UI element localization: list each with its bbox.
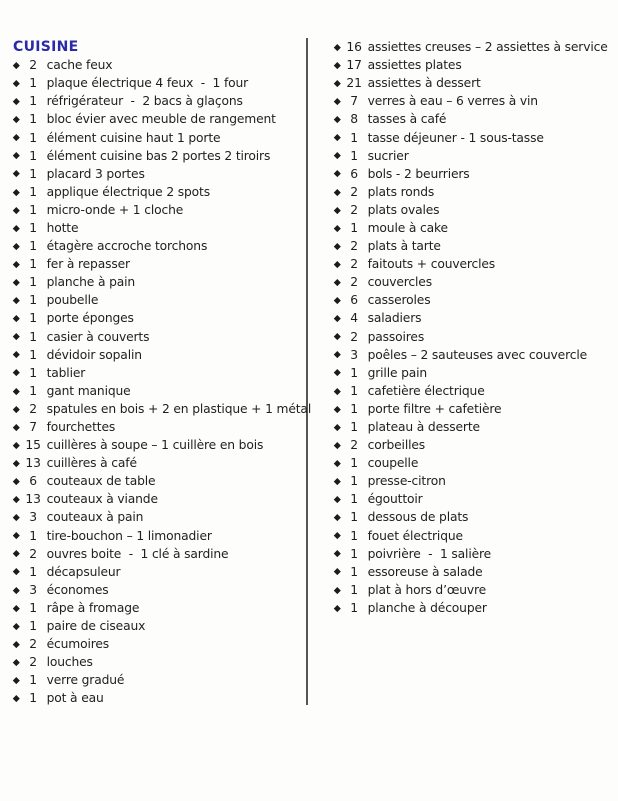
bullet-diamond-icon (13, 315, 19, 321)
item-label: égouttoir (367, 492, 423, 507)
item-label: assiettes creuses – 2 assiettes à service (367, 40, 608, 55)
item-label: bols - 2 beurriers (367, 166, 470, 181)
item-label: micro-onde + 1 cloche (46, 202, 184, 217)
bullet-diamond-icon (334, 550, 340, 556)
bullet-diamond-icon (13, 460, 19, 466)
item-quantity: 1 (350, 220, 358, 235)
list-item (334, 508, 616, 526)
bullet-diamond-icon (334, 261, 340, 267)
bullet-diamond-icon (13, 297, 19, 303)
bullet-diamond-icon (334, 406, 340, 412)
bullet-diamond-icon (334, 225, 340, 231)
item-quantity: 2 (350, 275, 358, 290)
item-quantity: 1 (350, 130, 358, 145)
list-item (13, 128, 303, 146)
list-item (13, 309, 303, 327)
item-quantity: 1 (29, 528, 37, 543)
bullet-diamond-icon (334, 369, 340, 375)
list-item (334, 92, 616, 110)
item-quantity: 2 (350, 257, 358, 272)
item-label: casier à couverts (46, 329, 150, 344)
item-label: élément cuisine bas 2 portes 2 tiroirs (46, 148, 271, 163)
item-quantity: 1 (350, 456, 358, 471)
item-quantity: 7 (350, 94, 358, 109)
bullet-diamond-icon (334, 605, 340, 611)
list-item (13, 689, 303, 707)
bullet-diamond-icon (334, 351, 340, 357)
item-quantity: 6 (29, 474, 37, 489)
item-quantity: 16 (346, 40, 362, 55)
item-quantity: 6 (350, 166, 358, 181)
bullet-diamond-icon (13, 623, 19, 629)
item-quantity: 1 (29, 619, 37, 634)
item-quantity: 17 (346, 58, 362, 73)
list-item (13, 237, 303, 255)
bullet-diamond-icon (334, 424, 340, 430)
list-item (334, 147, 616, 165)
item-label: grille pain (367, 365, 428, 380)
item-quantity: 1 (350, 383, 358, 398)
list-item (13, 527, 303, 545)
item-label: verres à eau – 6 verres à vin (367, 94, 538, 109)
item-label: plats ronds (367, 184, 435, 199)
item-label: assiettes à dessert (367, 76, 481, 91)
item-label: écumoires (46, 637, 110, 652)
list-item (334, 346, 616, 364)
bullet-diamond-icon (13, 80, 19, 86)
bullet-diamond-icon (334, 315, 340, 321)
item-label: hotte (46, 220, 79, 235)
list-item (334, 219, 616, 237)
item-quantity: 1 (29, 202, 37, 217)
list-item (334, 56, 616, 74)
list-item (334, 490, 616, 508)
list-item (334, 128, 616, 146)
list-item (13, 201, 303, 219)
list-item (13, 671, 303, 689)
list-item (334, 201, 616, 219)
item-label: verre gradué (46, 673, 125, 688)
item-label: paire de ciseaux (46, 619, 146, 634)
list-item (334, 165, 616, 183)
item-quantity: 4 (350, 311, 358, 326)
list-item (13, 617, 303, 635)
bullet-diamond-icon (13, 424, 19, 430)
item-quantity: 1 (29, 311, 37, 326)
list-item (13, 454, 303, 472)
list-item (13, 653, 303, 671)
item-quantity: 1 (29, 94, 37, 109)
list-item (334, 527, 616, 545)
bullet-diamond-icon (334, 152, 340, 158)
item-quantity: 2 (350, 202, 358, 217)
item-label: tire-bouchon – 1 limonadier (46, 528, 212, 543)
bullet-diamond-icon (13, 550, 19, 556)
item-quantity: 2 (29, 401, 37, 416)
item-quantity: 13 (25, 492, 41, 507)
bullet-diamond-icon (13, 369, 19, 375)
item-quantity: 1 (29, 564, 37, 579)
bullet-diamond-icon (13, 152, 19, 158)
list-item (13, 346, 303, 364)
item-label: cache feux (46, 58, 113, 73)
item-label: fourchettes (46, 420, 116, 435)
item-quantity: 2 (350, 329, 358, 344)
item-label: plaque électrique 4 feux - 1 four (46, 76, 249, 91)
bullet-diamond-icon (13, 659, 19, 665)
bullet-diamond-icon (13, 170, 19, 176)
item-label: poubelle (46, 293, 99, 308)
item-label: saladiers (367, 311, 422, 326)
item-label: tasse déjeuner - 1 sous-tasse (367, 130, 544, 145)
item-label: sucrier (367, 148, 409, 163)
list-item (13, 581, 303, 599)
item-label: cuillères à café (46, 456, 137, 471)
bullet-diamond-icon (334, 442, 340, 448)
item-label: étagère accroche torchons (46, 239, 208, 254)
bullet-diamond-icon (13, 134, 19, 140)
item-quantity: 1 (29, 220, 37, 235)
bullet-diamond-icon (13, 514, 19, 520)
list-item (334, 38, 616, 56)
list-item (334, 255, 616, 273)
item-quantity: 1 (350, 365, 358, 380)
list-item (13, 364, 303, 382)
bullet-diamond-icon (334, 116, 340, 122)
list-item (13, 165, 303, 183)
item-quantity: 1 (29, 691, 37, 706)
bullet-diamond-icon (334, 388, 340, 394)
list-item (13, 599, 303, 617)
inventory-list-right (334, 38, 616, 617)
bullet-diamond-icon (334, 170, 340, 176)
bullet-diamond-icon (334, 514, 340, 520)
list-item (13, 92, 303, 110)
list-item (13, 273, 303, 291)
item-quantity: 2 (29, 637, 37, 652)
item-label: dévidoir sopalin (46, 347, 142, 362)
item-quantity: 1 (29, 130, 37, 145)
item-quantity: 1 (29, 275, 37, 290)
bullet-diamond-icon (334, 333, 340, 339)
item-label: couvercles (367, 275, 432, 290)
item-quantity: 1 (29, 673, 37, 688)
item-quantity: 2 (29, 58, 37, 73)
list-item (334, 183, 616, 201)
bullet-diamond-icon (13, 532, 19, 538)
item-label: fer à repasser (46, 257, 130, 272)
bullet-diamond-icon (334, 98, 340, 104)
page-title: CUISINE (13, 39, 79, 55)
list-item (13, 291, 303, 309)
item-quantity: 1 (29, 600, 37, 615)
list-item (13, 563, 303, 581)
list-item (334, 382, 616, 400)
item-quantity: 1 (350, 582, 358, 597)
list-item (334, 545, 616, 563)
bullet-diamond-icon (13, 442, 19, 448)
bullet-diamond-icon (334, 569, 340, 575)
item-quantity: 1 (29, 293, 37, 308)
item-label: moule à cake (367, 220, 448, 235)
list-item (13, 183, 303, 201)
item-label: cuillères à soupe – 1 cuillère en bois (46, 438, 264, 453)
bullet-diamond-icon (334, 189, 340, 195)
bullet-diamond-icon (334, 478, 340, 484)
item-label: râpe à fromage (46, 600, 140, 615)
item-label: décapsuleur (46, 564, 121, 579)
list-item (334, 400, 616, 418)
item-quantity: 6 (350, 293, 358, 308)
item-quantity: 1 (350, 528, 358, 543)
item-quantity: 1 (29, 184, 37, 199)
item-label: économes (46, 582, 109, 597)
item-quantity: 7 (29, 420, 37, 435)
bullet-diamond-icon (334, 279, 340, 285)
column-divider (306, 38, 308, 705)
item-quantity: 1 (29, 383, 37, 398)
list-item (334, 436, 616, 454)
item-label: spatules en bois + 2 en plastique + 1 métal (46, 401, 312, 416)
list-item (334, 599, 616, 617)
item-label: applique électrique 2 spots (46, 184, 210, 199)
item-quantity: 2 (350, 438, 358, 453)
item-label: pot à eau (46, 691, 104, 706)
item-label: couteaux de table (46, 474, 156, 489)
bullet-diamond-icon (334, 496, 340, 502)
item-quantity: 3 (350, 347, 358, 362)
item-label: poêles – 2 sauteuses avec couvercle (367, 347, 588, 362)
list-item (13, 400, 312, 418)
item-label: fouet électrique (367, 528, 463, 543)
item-quantity: 1 (29, 166, 37, 181)
bullet-diamond-icon (13, 351, 19, 357)
item-quantity: 1 (29, 347, 37, 362)
item-quantity: 1 (29, 329, 37, 344)
bullet-diamond-icon (334, 62, 340, 68)
item-quantity: 1 (350, 600, 358, 615)
bullet-diamond-icon (334, 297, 340, 303)
item-label: corbeilles (367, 438, 426, 453)
list-item (13, 74, 303, 92)
bullet-diamond-icon (13, 243, 19, 249)
list-item (334, 110, 616, 128)
item-label: assiettes plates (367, 58, 462, 73)
bullet-diamond-icon (334, 44, 340, 50)
list-item (334, 309, 616, 327)
list-item (334, 74, 616, 92)
bullet-diamond-icon (13, 62, 19, 68)
item-label: casseroles (367, 293, 431, 308)
item-label: presse-citron (367, 474, 446, 489)
list-item (334, 418, 616, 436)
list-item (13, 472, 303, 490)
bullet-diamond-icon (13, 189, 19, 195)
item-label: porte éponges (46, 311, 134, 326)
item-label: élément cuisine haut 1 porte (46, 130, 221, 145)
item-label: couteaux à viande (46, 492, 158, 507)
bullet-diamond-icon (13, 695, 19, 701)
list-item (334, 563, 616, 581)
bullet-diamond-icon (13, 587, 19, 593)
item-quantity: 8 (350, 112, 358, 127)
list-item (13, 490, 303, 508)
list-item (13, 545, 303, 563)
bullet-diamond-icon (13, 279, 19, 285)
item-quantity: 1 (350, 564, 358, 579)
item-label: plats ovales (367, 202, 440, 217)
item-label: passoires (367, 329, 425, 344)
list-item (13, 255, 303, 273)
bullet-diamond-icon (13, 333, 19, 339)
item-quantity: 2 (350, 184, 358, 199)
item-quantity: 1 (29, 239, 37, 254)
item-quantity: 1 (29, 365, 37, 380)
bullet-diamond-icon (334, 587, 340, 593)
item-label: porte filtre + cafetière (367, 401, 502, 416)
item-quantity: 1 (29, 257, 37, 272)
bullet-diamond-icon (13, 496, 19, 502)
list-item (334, 581, 616, 599)
list-item (13, 436, 303, 454)
item-quantity: 2 (29, 546, 37, 561)
bullet-diamond-icon (13, 605, 19, 611)
bullet-diamond-icon (13, 388, 19, 394)
bullet-diamond-icon (13, 478, 19, 484)
bullet-diamond-icon (334, 80, 340, 86)
item-quantity: 3 (29, 510, 37, 525)
item-label: gant manique (46, 383, 131, 398)
list-item (13, 56, 303, 74)
item-label: couteaux à pain (46, 510, 144, 525)
item-quantity: 1 (29, 148, 37, 163)
list-item (334, 364, 616, 382)
bullet-diamond-icon (13, 261, 19, 267)
list-item (13, 418, 303, 436)
item-label: essoreuse à salade (367, 564, 483, 579)
item-label: réfrigérateur - 2 bacs à glaçons (46, 94, 243, 109)
list-item (13, 382, 303, 400)
bullet-diamond-icon (13, 677, 19, 683)
item-quantity: 2 (350, 239, 358, 254)
item-quantity: 2 (29, 655, 37, 670)
item-label: plats à tarte (367, 239, 441, 254)
bullet-diamond-icon (13, 116, 19, 122)
list-item (334, 454, 616, 472)
bullet-diamond-icon (13, 225, 19, 231)
left-column (13, 38, 312, 707)
item-label: planche à découper (367, 600, 487, 615)
item-label: coupelle (367, 456, 419, 471)
bullet-diamond-icon (334, 243, 340, 249)
item-label: ouvres boite - 1 clé à sardine (46, 546, 229, 561)
inventory-list-left (13, 56, 312, 707)
item-label: louches (46, 655, 93, 670)
item-quantity: 15 (25, 438, 41, 453)
item-quantity: 1 (350, 546, 358, 561)
item-quantity: 1 (29, 76, 37, 91)
bullet-diamond-icon (334, 207, 340, 213)
item-quantity: 1 (350, 474, 358, 489)
item-label: tasses à café (367, 112, 447, 127)
item-quantity: 1 (350, 420, 358, 435)
bullet-diamond-icon (334, 460, 340, 466)
list-item (334, 273, 616, 291)
item-label: dessous de plats (367, 510, 469, 525)
list-item (13, 635, 303, 653)
item-label: bloc évier avec meuble de rangement (46, 112, 276, 127)
right-column (334, 38, 616, 617)
list-item (13, 147, 303, 165)
item-quantity: 21 (346, 76, 362, 91)
list-item (334, 472, 616, 490)
bullet-diamond-icon (334, 532, 340, 538)
bullet-diamond-icon (13, 98, 19, 104)
item-quantity: 13 (25, 456, 41, 471)
item-label: tablier (46, 365, 86, 380)
list-item (334, 328, 616, 346)
item-quantity: 1 (29, 112, 37, 127)
list-item (334, 291, 616, 309)
item-quantity: 1 (350, 492, 358, 507)
item-quantity: 1 (350, 401, 358, 416)
list-item (13, 110, 303, 128)
item-label: cafetière électrique (367, 383, 485, 398)
item-quantity: 1 (350, 510, 358, 525)
bullet-diamond-icon (13, 641, 19, 647)
item-label: poivrière - 1 salière (367, 546, 492, 561)
bullet-diamond-icon (13, 406, 19, 412)
item-quantity: 3 (29, 582, 37, 597)
item-label: plateau à desserte (367, 420, 480, 435)
bullet-diamond-icon (13, 569, 19, 575)
item-label: placard 3 portes (46, 166, 145, 181)
list-item (13, 508, 303, 526)
item-label: plat à hors d’œuvre (367, 582, 487, 597)
list-item (13, 328, 303, 346)
bullet-diamond-icon (334, 134, 340, 140)
list-item (334, 237, 616, 255)
list-item (13, 219, 303, 237)
bullet-diamond-icon (13, 207, 19, 213)
item-label: faitouts + couvercles (367, 257, 496, 272)
item-quantity: 1 (350, 148, 358, 163)
item-label: planche à pain (46, 275, 136, 290)
